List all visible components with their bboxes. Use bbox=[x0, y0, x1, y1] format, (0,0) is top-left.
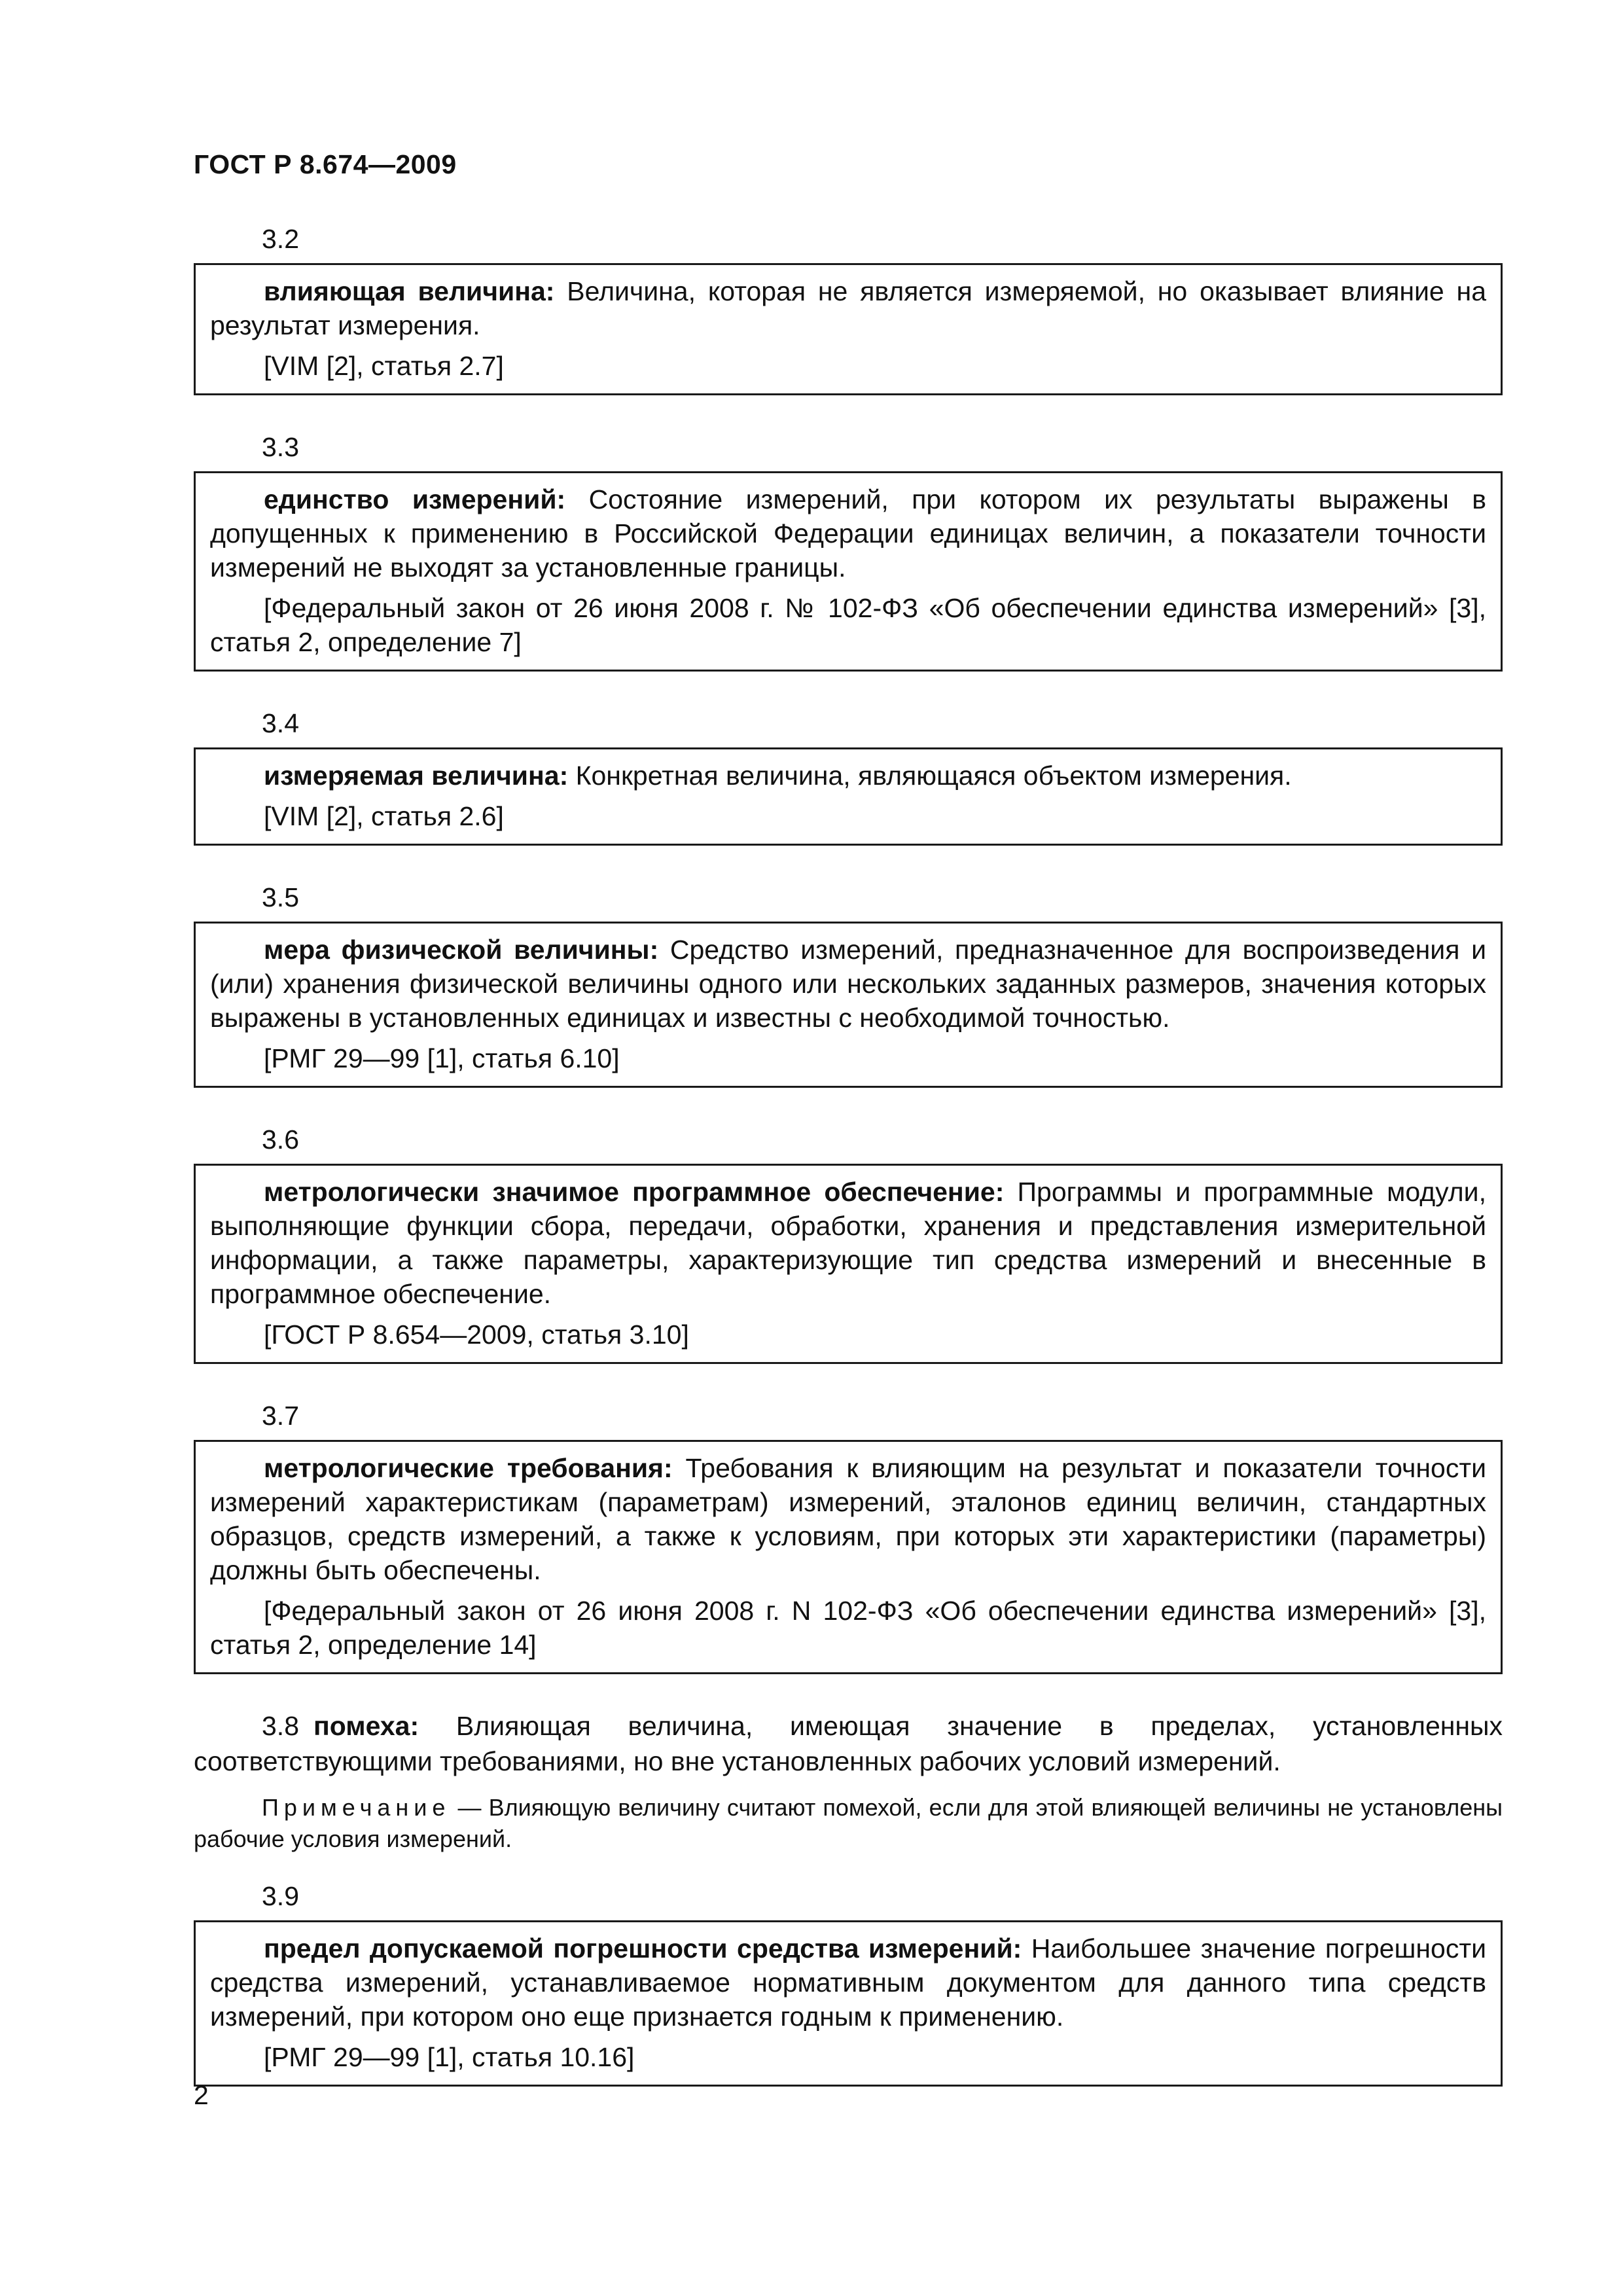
term-source: [РМГ 29—99 [1], статья 10.16] bbox=[264, 2042, 635, 2072]
term-3-8 bbox=[194, 1708, 1503, 1779]
term-name: метрологические требования: bbox=[264, 1453, 673, 1483]
document-header: ГОСТ Р 8.674—2009 bbox=[194, 149, 457, 179]
term-box bbox=[194, 1920, 1503, 2087]
term-box bbox=[194, 263, 1503, 395]
term-box bbox=[194, 1164, 1503, 1364]
term-definition bbox=[210, 933, 1486, 1035]
term-name: метрологически значимое программное обеспечение: bbox=[264, 1177, 1005, 1207]
term-definition-text: Наибольшее значение погрешности средства измерений, устанавливаемое нормативным документом для данного типа средств измерений, при котором оно еще признается годным к применению. bbox=[210, 1933, 1486, 2032]
term-name: предел допускаемой погрешности средства измерений: bbox=[264, 1933, 1022, 1964]
term-box bbox=[194, 747, 1503, 846]
term-3-5 bbox=[194, 880, 1503, 1088]
term-name: влияющая величина: bbox=[264, 276, 555, 306]
term-source: [ГОСТ Р 8.654—2009, статья 3.10] bbox=[264, 1319, 689, 1350]
term-number: 3.5 bbox=[262, 882, 299, 912]
note-label: Примечание bbox=[262, 1794, 451, 1821]
term-definition-text: Влияющая величина, имеющая значение в пределах, установленных соответствующими требованиями, но вне установленных рабочих условий измерений. bbox=[194, 1711, 1503, 1776]
term-definition-text: Состояние измерений, при котором их результаты выражены в допущенных к применению в Российской Федерации единицах величин, а показатели точности измерений не выходят за установленные границы. bbox=[210, 484, 1486, 583]
term-box bbox=[194, 922, 1503, 1088]
term-source: [Федеральный закон от 26 июня 2008 г. N 102-ФЗ «Об обеспечении единства измерений» [3], статья 2, определение 14] bbox=[210, 1596, 1486, 1660]
term-definition-text: Средство измерений, предназначенное для воспроизведения и (или) хранения физической величины одного или нескольких заданных размеров, значения которых выражены в установленных единицах и известны с необходимой точностью. bbox=[210, 935, 1486, 1033]
term-source: [VIM [2], статья 2.6] bbox=[264, 801, 504, 831]
term-definition bbox=[210, 1931, 1486, 2034]
term-definition bbox=[210, 274, 1486, 342]
term-source: [РМГ 29—99 [1], статья 6.10] bbox=[264, 1043, 620, 1073]
term-source: [Федеральный закон от 26 июня 2008 г. № 102-ФЗ «Об обеспечении единства измерений» [3], статья 2, определение 7] bbox=[210, 593, 1486, 657]
term-number: 3.2 bbox=[262, 224, 299, 254]
term-3-2 bbox=[194, 221, 1503, 395]
term-name: помеха: bbox=[313, 1711, 419, 1741]
term-name: мера физической величины: bbox=[264, 935, 659, 965]
note-text: — Влияющую величину считают помехой, если для этой влияющей величины не установлены рабочие условия измерений. bbox=[194, 1794, 1503, 1852]
term-source: [VIM [2], статья 2.7] bbox=[264, 351, 504, 381]
term-definition-text: Программы и программные модули, выполняющие функции сбора, передачи, обработки, хранения и представления измерительной информации, а также параметры, характеризующие тип средства измерений и внесенные в программное обеспечение. bbox=[210, 1177, 1486, 1309]
term-name: измеряемая величина: bbox=[264, 761, 569, 791]
term-box bbox=[194, 1440, 1503, 1674]
term-number: 3.8 bbox=[262, 1711, 299, 1741]
term-definition-text: Требования к влияющим на результат и показатели точности измерений характеристикам (параметрам) измерений, эталонов единиц величин, стандартных образцов, средств измерений, а также к условиям, при которых эти характеристики (параметры) должны быть обеспечены. bbox=[210, 1453, 1486, 1585]
term-definition bbox=[210, 482, 1486, 584]
term-number: 3.6 bbox=[262, 1124, 299, 1155]
term-3-7 bbox=[194, 1398, 1503, 1674]
term-number: 3.4 bbox=[262, 708, 299, 738]
term-3-6 bbox=[194, 1122, 1503, 1364]
term-box bbox=[194, 471, 1503, 672]
term-name: единство измерений: bbox=[264, 484, 566, 514]
term-definition bbox=[210, 1451, 1486, 1587]
term-number: 3.3 bbox=[262, 432, 299, 462]
term-definition-text: Величина, которая не является измеряемой, но оказывает влияние на результат измерения. bbox=[210, 276, 1486, 340]
term-number: 3.9 bbox=[262, 1881, 299, 1911]
term-3-9 bbox=[194, 1878, 1503, 2087]
term-definition bbox=[210, 759, 1486, 793]
term-number: 3.7 bbox=[262, 1401, 299, 1431]
page-number: 2 bbox=[194, 2080, 209, 2110]
term-definition-text: Конкретная величина, являющаяся объектом измерения. bbox=[568, 761, 1292, 791]
term-3-4 bbox=[194, 706, 1503, 846]
note bbox=[194, 1792, 1503, 1855]
term-definition bbox=[210, 1175, 1486, 1311]
document-body bbox=[194, 221, 1503, 2121]
term-3-3 bbox=[194, 429, 1503, 672]
